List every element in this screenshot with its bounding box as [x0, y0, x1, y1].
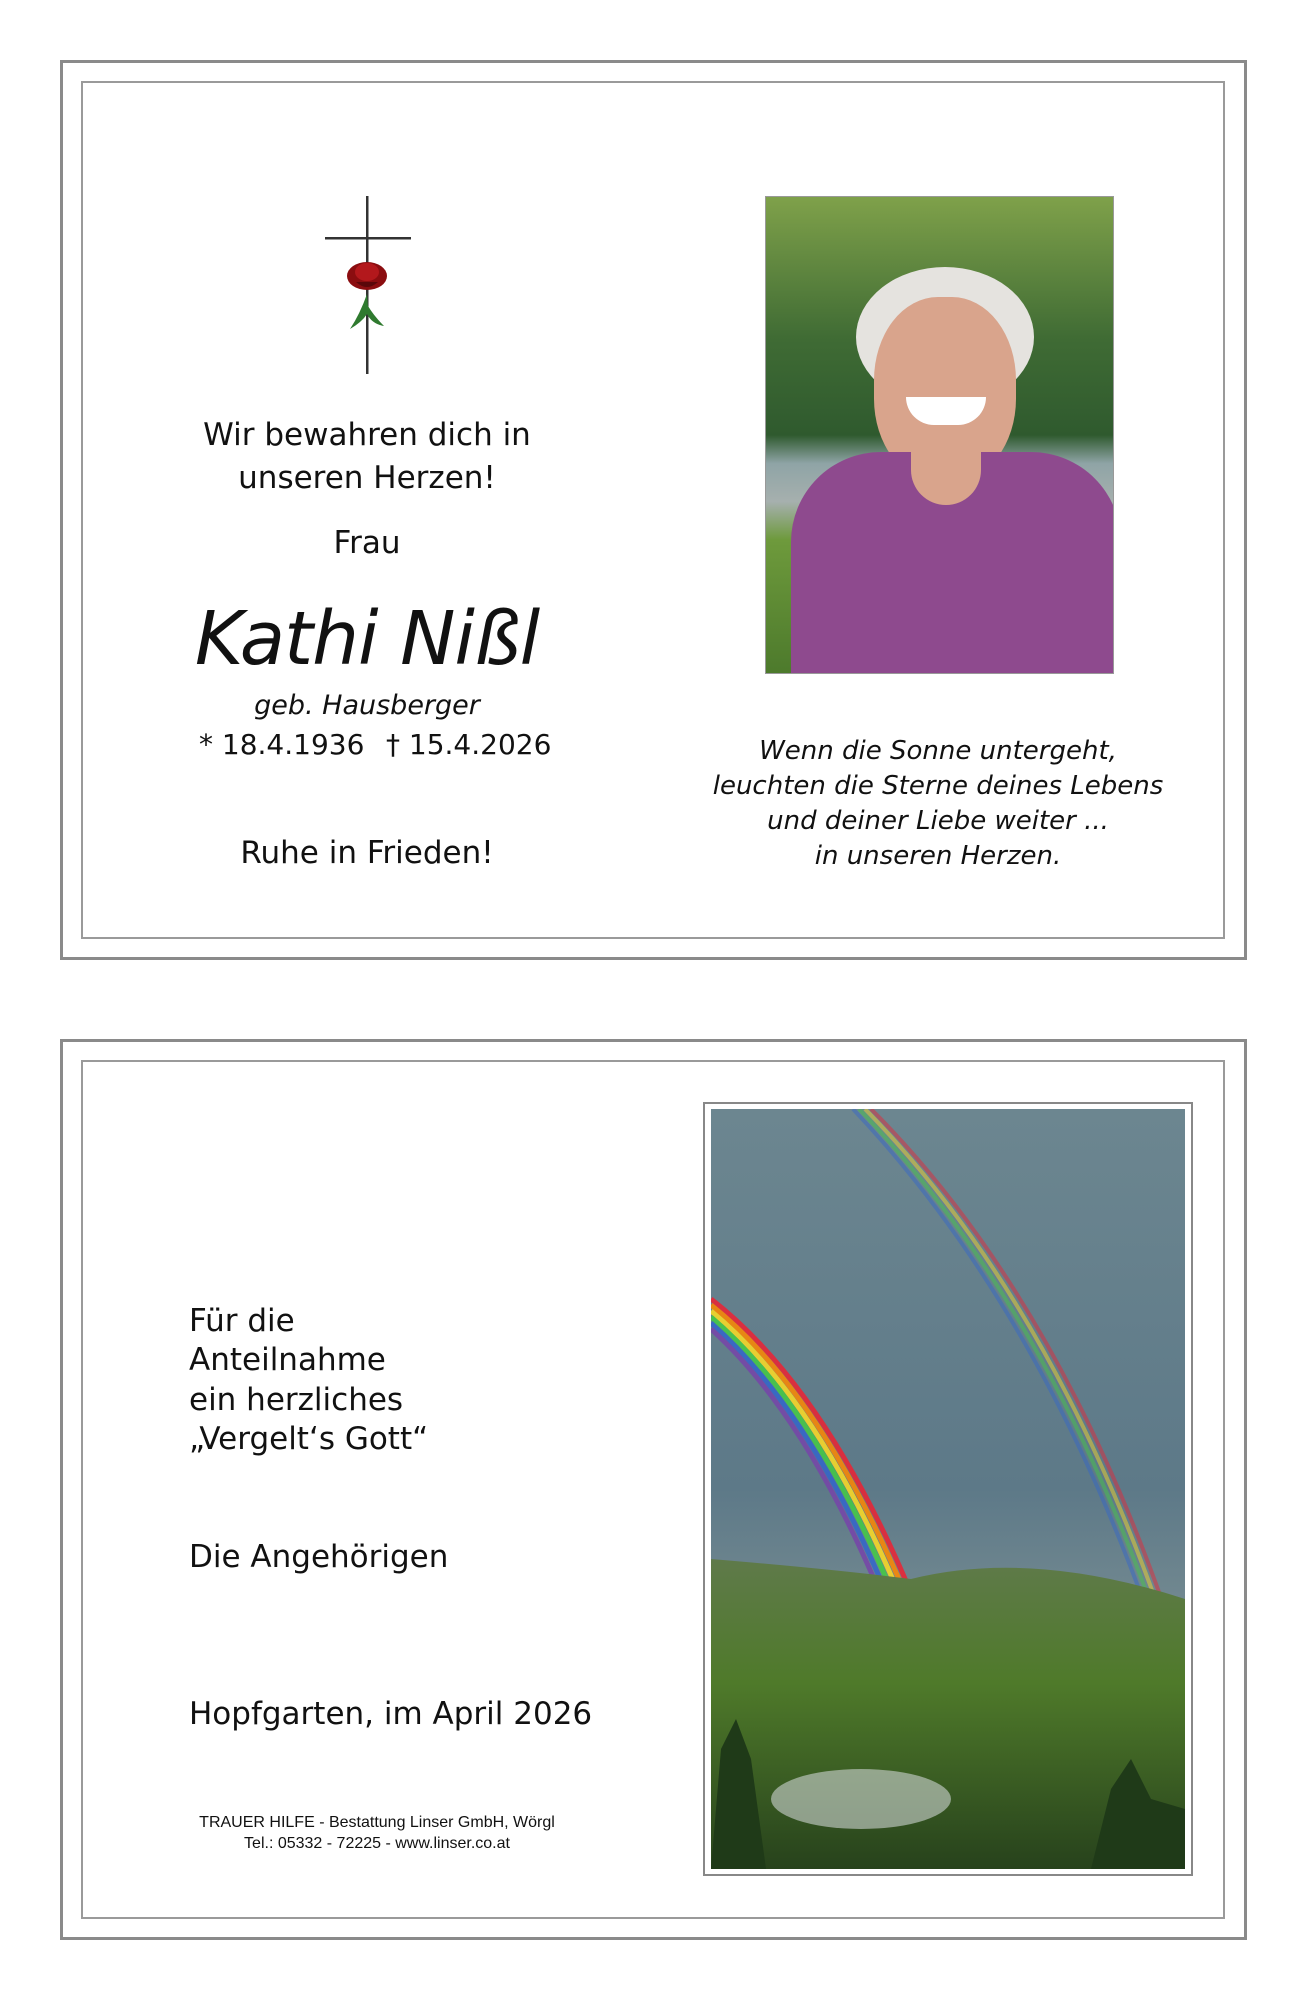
motto-line-1: Wir bewahren dich in: [203, 417, 531, 453]
salutation: Frau: [333, 525, 401, 561]
place-date: Hopfgarten, im April 2026: [189, 1696, 593, 1732]
thanks-line-1: Für die: [189, 1303, 295, 1339]
thanks-line-3: ein herzliches: [189, 1382, 404, 1418]
footer-line-1: TRAUER HILFE - Bestattung Linser GmbH, Wörgl: [199, 1814, 555, 1831]
poem-line-4: in unseren Herzen.: [814, 841, 1062, 871]
birth-date: * 18.4.1936: [199, 728, 365, 761]
rainbow-landscape-photo: [711, 1109, 1185, 1869]
maiden-name: geb. Hausberger: [254, 690, 480, 721]
footer-line-2: Tel.: 05332 - 72225 - www.linser.co.at: [244, 1835, 510, 1852]
death-date: † 15.4.2026: [386, 728, 552, 761]
poem-line-2: leuchten die Sterne deines Lebens: [712, 771, 1164, 801]
poem-line-3: und deiner Liebe weiter ...: [767, 806, 1109, 836]
poem-line-1: Wenn die Sonne untergeht,: [759, 736, 1117, 766]
signature: Die Angehörigen: [189, 1539, 449, 1575]
thanks-line-4: „Vergelt‘s Gott“: [189, 1421, 429, 1457]
motto-line-2: unseren Herzen!: [238, 460, 496, 496]
thanks-line-2: Anteilnahme: [189, 1342, 386, 1378]
portrait-photo: [765, 196, 1114, 674]
closing-text: Ruhe in Frieden!: [240, 835, 494, 871]
cross-with-rose-icon: [320, 194, 416, 378]
deceased-name: Kathi Nißl: [194, 596, 540, 682]
